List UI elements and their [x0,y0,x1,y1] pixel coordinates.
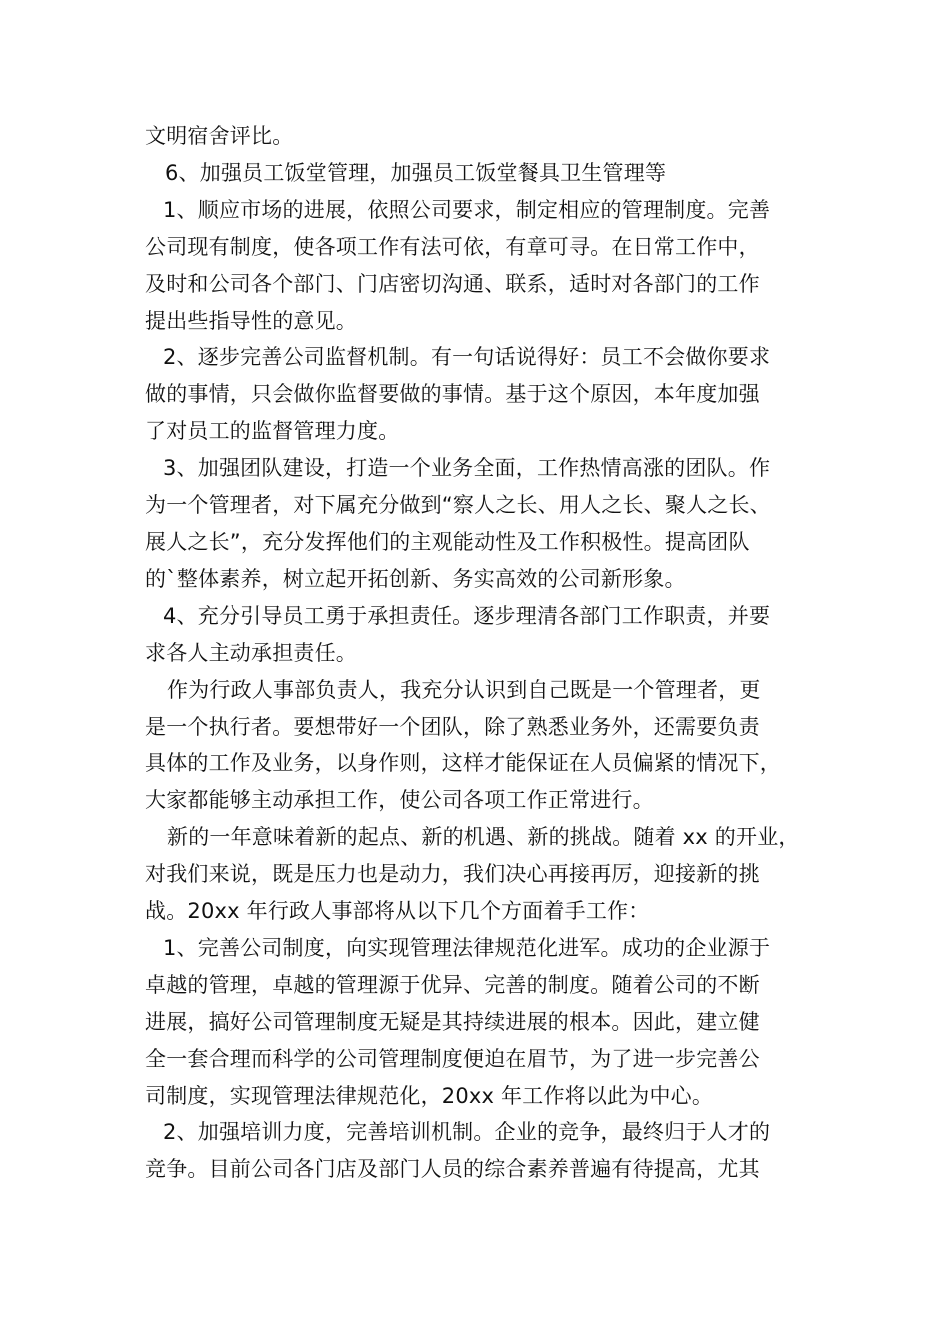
text-line: 对我们来说，既是压力也是动力，我们决心再接再厉，迎接新的挑 [145,862,760,887]
text-line: 展人之长”，充分发挥他们的主观能动性及工作积极性。提高团队 [145,529,750,554]
text-line: 为一个管理者，对下属充分做到“察人之长、用人之长、聚人之长、 [145,493,771,518]
document-body [145,118,825,1188]
text-line: 做的事情，只会做你监督要做的事情。基于这个原因，本年度加强 [145,382,760,407]
paragraph-first-line: 新的一年意味着新的起点、新的机遇、新的挑战。随着 xx 的开业， [167,825,800,850]
text-line: 全一套合理而科学的公司管理制度便迫在眉节，为了进一步完善公 [145,1046,760,1071]
list-item-2-first-line: 2、逐步完善公司监督机制。有一句话说得好：员工不会做你要求 [163,345,771,370]
list-item-4-first-line: 4、充分引导员工勇于承担责任。逐步理清各部门工作职责，并要 [163,603,771,628]
text-line: 竞争。目前公司各门店及部门人员的综合素养普遍有待提高，尤其 [145,1157,760,1182]
text-line: 了对员工的监督管理力度。 [145,419,400,444]
text-line: 的`整体素养，树立起开拓创新、务实高效的公司新形象。 [145,566,686,591]
text-line: 战。20xx 年行政人事部将从以下几个方面着手工作： [145,899,650,924]
text-line: 公司现有制度，使各项工作有法可依，有章可寻。在日常工作中， [145,234,760,259]
list-item-2-first-line: 2、加强培训力度，完善培训机制。企业的竞争，最终归于人才的 [163,1120,771,1145]
text-line: 司制度，实现管理法律规范化，20xx 年工作将以此为中心。 [145,1083,714,1108]
text-line: 求各人主动承担责任。 [145,640,357,665]
text-line: 是一个执行者。要想带好一个团队，除了熟悉业务外，还需要负责 [145,714,760,739]
text-line: 具体的工作及业务，以身作则，这样才能保证在人员偏紧的情况下， [145,751,781,776]
list-item-6-heading: 6、加强员工饭堂管理，加强员工饭堂餐具卫生管理等 [165,160,667,185]
text-line: 大家都能够主动承担工作，使公司各项工作正常进行。 [145,788,654,813]
text-line: 卓越的管理，卓越的管理源于优异、完善的制度。随着公司的不断 [145,972,760,997]
list-item-1-first-line: 1、完善公司制度，向实现管理法律规范化进军。成功的企业源于 [163,935,771,960]
text-line: 文明宿舍评比。 [145,124,294,148]
list-item-3-first-line: 3、加强团队建设，打造一个业务全面，工作热情高涨的团队。作 [163,456,771,481]
text-line: 进展，搞好公司管理制度无疑是其持续进展的根本。因此，建立健 [145,1009,760,1034]
paragraph-first-line: 作为行政人事部负责人，我充分认识到自己既是一个管理者，更 [167,677,761,702]
text-line: 及时和公司各个部门、门店密切沟通、联系，适时对各部门的工作 [145,271,760,296]
text-line: 提出些指导性的意见。 [145,308,357,333]
list-item-1-first-line: 1、顺应市场的进展，依照公司要求，制定相应的管理制度。完善 [163,197,771,222]
